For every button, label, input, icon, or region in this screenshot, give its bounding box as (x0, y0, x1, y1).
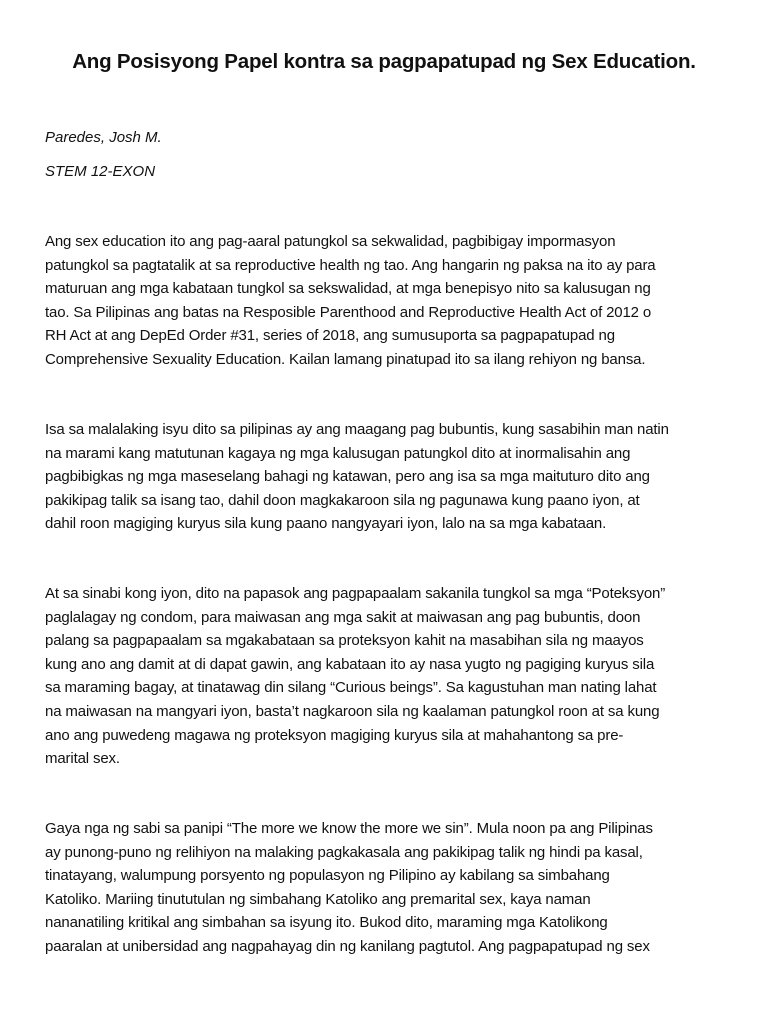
paragraph-line: paaralan at unibersidad ang nagpahayag din ng kanilang pagtutol. Ang pagpapatupad ng sex (45, 937, 650, 955)
paragraph-line: marital sex. (45, 750, 120, 768)
author-name: Paredes, Josh M. (45, 129, 162, 146)
paragraph-line: nananatiling kritikal ang simbahan sa isyung ito. Bukod dito, maraming mga Katolikong (45, 914, 608, 932)
paragraph-line: At sa sinabi kong iyon, dito na papasok ang pagpapaalam sakanila tungkol sa mga “Poteksyon” (45, 585, 666, 602)
paragraph-line: tinatayang, walumpung porsyento ng populasyon ng Pilipino ay kabilang sa simbahang (45, 867, 610, 885)
paragraph-line: dahil roon magiging kuryus sila kung paano nangyayari iyon, lalo na sa mga kabataan. (45, 515, 607, 533)
paragraph-line: na marami kang matutunan kagaya ng mga kalusugan patungkol dito at inormalisahin ang (45, 444, 631, 462)
paragraph-line: ay punong-puno ng relihiyon na malaking pagkakasala ang pakikipag talik ng hindi pa kasal, (45, 843, 643, 861)
paragraph-line: patungkol sa pagtatalik at sa reproductive health ng tao. Ang hangarin ng paksa na ito ay para (45, 256, 656, 274)
paragraph-line: paglalagay ng condom, para maiwasan ang mga sakit at maiwasan ang pag bubuntis, doon (45, 608, 641, 626)
paragraph-line: pakikipag talik sa isang tao, dahil doon magkakaroon sila ng pagunawa kung paano iyon, at (45, 491, 640, 509)
paragraph-2 (45, 418, 725, 536)
paragraph-line: palang sa pagpapaalam sa mgakabataan sa proteksyon kahit na masabihan sila ng maayos (45, 632, 644, 650)
paragraph-line: ano ang puwedeng magawa ng proteksyon magiging kuryus sila at mahahantong sa pre- (45, 726, 624, 744)
paragraph-3 (45, 582, 725, 771)
paragraph-line: sa maraming bagay, at tinatawag din silang “Curious beings”. Sa kagustuhan man nating lahat (45, 679, 657, 697)
paragraph-line: tao. Sa Pilipinas ang batas na Resposible Parenthood and Reproductive Health Act of 2012 o (45, 303, 652, 321)
paragraph-line: Gaya nga ng sabi sa panipi “The more we know the more we sin”. Mula noon pa ang Pilipinas (45, 820, 653, 837)
paragraph-line: kung ano ang damit at di dapat gawin, ang kabataan ito ay nasa yugto ng pagiging kuryus sila (45, 655, 655, 673)
paragraph-line: Isa sa malalaking isyu dito sa pilipinas ay ang maagang pag bubuntis, kung sasabihin man natin (45, 421, 669, 438)
paragraph-line: Ang sex education ito ang pag-aaral patungkol sa sekwalidad, pagbibigay impormasyon (45, 233, 616, 250)
paragraph-line: maturuan ang mga kabataan tungkol sa sekswalidad, at mga benepisyo nito sa kalusugan ng (45, 280, 651, 298)
paragraph-1 (45, 230, 725, 372)
paragraph-4 (45, 817, 725, 959)
paragraph-line: pagbibigkas ng mga maseselang bahagi ng katawan, pero ang isa sa mga maituturo dito ang (45, 468, 650, 486)
document-title: Ang Posisyong Papel kontra sa pagpapatupad ng Sex Education. (72, 50, 696, 73)
paragraph-line: Comprehensive Sexuality Education. Kailan lamang pinatupad ito sa ilang rehiyon ng bansa. (45, 350, 646, 368)
paragraph-line: RH Act at ang DepEd Order #31, series of 2018, ang sumusuporta sa pagpapatupad ng (45, 327, 615, 345)
paragraph-line: na maiwasan na mangyari iyon, basta’t nagkaroon sila ng kaalaman patungkol roon at sa kung (45, 702, 660, 720)
class-section: STEM 12-EXON (45, 163, 156, 180)
paragraph-line: Katoliko. Mariing tinututulan ng simbahang Katoliko ang premarital sex, kaya naman (45, 890, 591, 908)
